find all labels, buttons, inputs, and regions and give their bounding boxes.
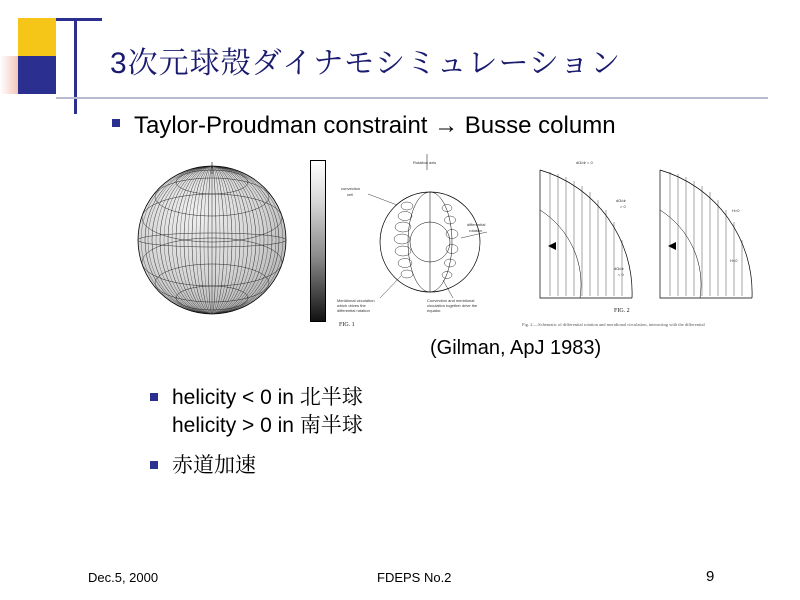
figure-area [120, 150, 760, 330]
decorative-horizontal-rule [56, 18, 102, 21]
decorative-vertical-rule [74, 18, 77, 114]
sphere-convection-figure [120, 160, 305, 320]
bullet-equatorial-acceleration-label: 赤道加速 [172, 454, 256, 477]
bullet-square-icon [112, 119, 120, 127]
svg-text:dΩ/dr = 0: dΩ/dr = 0 [576, 160, 593, 165]
svg-text:< 0: < 0 [618, 272, 624, 277]
decorative-blue-square [18, 56, 56, 94]
figure-credit: (Gilman, ApJ 1983) [430, 337, 602, 359]
bullet-square-icon [150, 461, 158, 469]
decorative-yellow-square [18, 18, 56, 56]
svg-text:Convection and meridional: Convection and meridional [427, 298, 475, 303]
bullet-taylor-proudman [112, 110, 616, 142]
svg-text:dΩ/dr: dΩ/dr [614, 266, 624, 271]
bullet-taylor-proudman-label: Taylor-Proudman constraint → Busse column [134, 112, 616, 139]
svg-text:H<0: H<0 [730, 258, 738, 263]
svg-text:rotation: rotation [469, 228, 483, 233]
svg-text:equator.: equator. [427, 308, 442, 313]
svg-text:differential rotation: differential rotation [337, 308, 370, 313]
svg-text:circulation together drive the: circulation together drive the [427, 303, 478, 308]
bullet-equatorial-acceleration [150, 452, 256, 480]
svg-text:FIG. 1: FIG. 1 [339, 322, 355, 328]
svg-text:which drives the: which drives the [337, 303, 366, 308]
busse-column-schematic [335, 150, 520, 330]
footer-title: FDEPS No.2 [377, 570, 452, 585]
svg-text:differential: differential [467, 222, 486, 227]
helicity-north-line: helicity < 0 in 北半球 [172, 386, 363, 409]
svg-text:Rotation axis: Rotation axis [413, 160, 437, 165]
svg-text:FIG. 2: FIG. 2 [614, 308, 630, 314]
footer-page-number: 9 [706, 568, 715, 585]
footer-date: Dec.5, 2000 [88, 570, 159, 585]
svg-text:Meridional circulation: Meridional circulation [337, 298, 375, 303]
svg-text:Fig. 2.—Schematic of different: Fig. 2.—Schematic of differential rotation and meridional circulation, interacting with the differential [522, 322, 705, 327]
svg-text:H>0: H>0 [732, 208, 740, 213]
grayscale-colorbar [310, 160, 326, 322]
svg-text:> 0: > 0 [620, 204, 626, 209]
page-title: 3次元球殻ダイナモシミュレーション [110, 47, 622, 80]
svg-text:dΩ/dr: dΩ/dr [616, 198, 626, 203]
helicity-south-line: helicity > 0 in 南半球 [172, 414, 363, 438]
bullet-square-icon [150, 393, 158, 401]
svg-text:convection: convection [341, 186, 361, 191]
bullet-helicity-label [172, 384, 363, 441]
svg-text:cell: cell [347, 192, 354, 197]
differential-rotation-schematic [520, 150, 760, 330]
title-underline [56, 97, 768, 99]
bullet-helicity [150, 384, 363, 441]
decorative-corner [0, 0, 110, 110]
